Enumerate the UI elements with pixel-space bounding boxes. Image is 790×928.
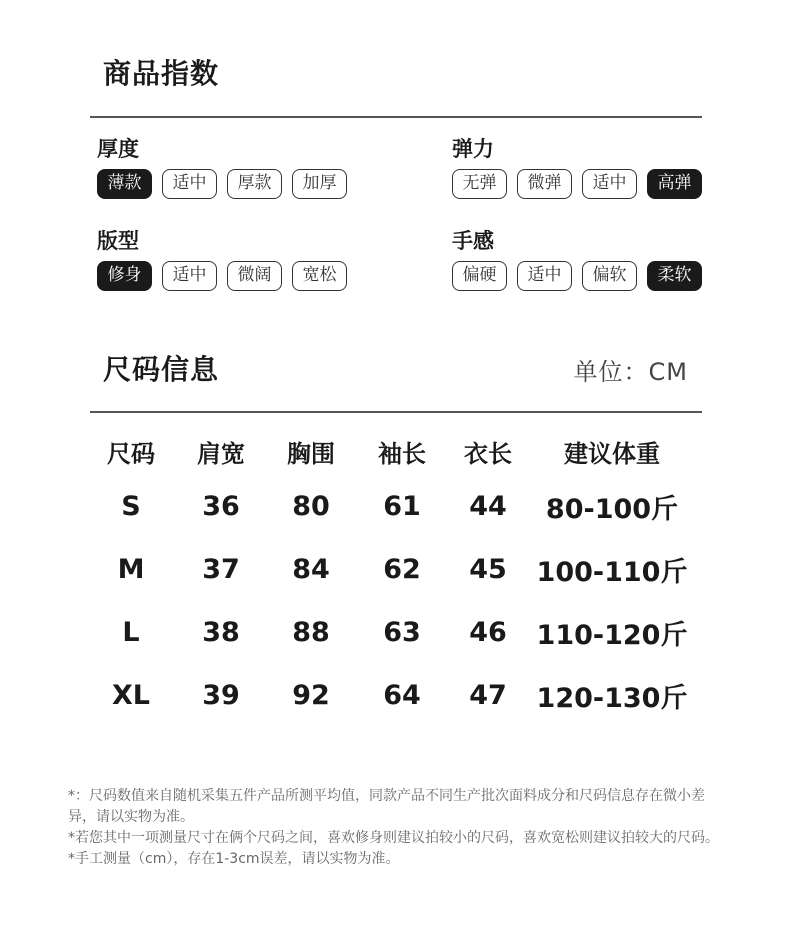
divider <box>90 116 702 118</box>
footnotes <box>68 786 728 870</box>
table-cell: 38 <box>202 617 240 648</box>
chip: 微弹 <box>517 169 572 199</box>
product-index-title: 商品指数 <box>103 57 220 90</box>
table-cell: 80-100斤 <box>545 494 679 525</box>
table-row <box>87 601 697 664</box>
chip: 无弹 <box>452 169 507 199</box>
chip-row <box>452 169 702 199</box>
table-cell: 64 <box>383 680 421 711</box>
table-cell: S <box>121 491 141 522</box>
table-cell: 39 <box>202 680 240 711</box>
table-cell: 88 <box>292 617 330 648</box>
size-table <box>87 427 697 727</box>
table-cell: 36 <box>202 491 240 522</box>
chip: 适中 <box>582 169 637 199</box>
attr-label: 版型 <box>97 229 139 253</box>
chip: 厚款 <box>227 169 282 199</box>
table-cell: 110-120斤 <box>536 620 688 651</box>
chip: 适中 <box>517 261 572 291</box>
attr-group-hand-feel <box>452 229 702 291</box>
header-cell: 尺码 <box>107 439 155 468</box>
table-cell: 44 <box>469 491 507 522</box>
table-row <box>87 475 697 538</box>
footnote: *手工测量（cm），存在1-3cm误差，请以实物为准。 <box>68 851 400 867</box>
attr-label: 弹力 <box>452 137 494 161</box>
table-cell: 47 <box>469 680 507 711</box>
table-cell: 84 <box>292 554 330 585</box>
chip: 宽松 <box>292 261 347 291</box>
table-cell: 100-110斤 <box>536 557 688 588</box>
chip: 偏硬 <box>452 261 507 291</box>
divider <box>90 411 702 413</box>
header-cell: 肩宽 <box>197 439 245 468</box>
chip: 适中 <box>162 169 217 199</box>
table-row <box>87 664 697 727</box>
table-cell: 37 <box>202 554 240 585</box>
size-info-title: 尺码信息 <box>103 353 220 386</box>
chip: 微阔 <box>227 261 282 291</box>
chip-row <box>97 261 347 291</box>
table-cell: L <box>122 617 140 648</box>
chip: 薄款 <box>97 169 152 199</box>
table-cell: XL <box>111 680 151 711</box>
header-cell: 衣长 <box>464 439 512 468</box>
unit-label: 单位：CM <box>573 358 688 386</box>
attr-label: 厚度 <box>97 137 139 161</box>
footnote: *若您其中一项测量尺寸在俩个尺码之间，喜欢修身则建议拍较小的尺码，喜欢宽松则建议拍较大的尺码。 <box>68 830 719 846</box>
attr-group-fit <box>97 229 347 291</box>
table-cell: 62 <box>383 554 421 585</box>
chip-row <box>97 169 347 199</box>
header-cell: 建议体重 <box>564 439 660 468</box>
header-cell: 胸围 <box>287 439 335 468</box>
header-cell: 袖长 <box>378 439 426 468</box>
footnote: *：尺码数值来自随机采集五件产品所测平均值，同款产品不同生产批次面料成分和尺码信息存在微小差异，请以实物为准。 <box>68 788 705 825</box>
chip: 加厚 <box>292 169 347 199</box>
chip: 修身 <box>97 261 152 291</box>
table-cell: 46 <box>469 617 507 648</box>
chip: 偏软 <box>582 261 637 291</box>
table-cell: 120-130斤 <box>536 683 688 714</box>
attr-group-thickness <box>97 137 347 199</box>
table-cell: 45 <box>469 554 507 585</box>
chip: 适中 <box>162 261 217 291</box>
chip-row <box>452 261 702 291</box>
attr-group-elasticity <box>452 137 702 199</box>
table-cell: 92 <box>292 680 330 711</box>
chip: 柔软 <box>647 261 702 291</box>
chip: 高弹 <box>647 169 702 199</box>
table-cell: 61 <box>383 491 421 522</box>
table-cell: M <box>117 554 145 585</box>
table-row <box>87 538 697 601</box>
table-header-row <box>87 427 697 475</box>
attr-label: 手感 <box>452 229 494 253</box>
table-cell: 80 <box>292 491 330 522</box>
table-cell: 63 <box>383 617 421 648</box>
